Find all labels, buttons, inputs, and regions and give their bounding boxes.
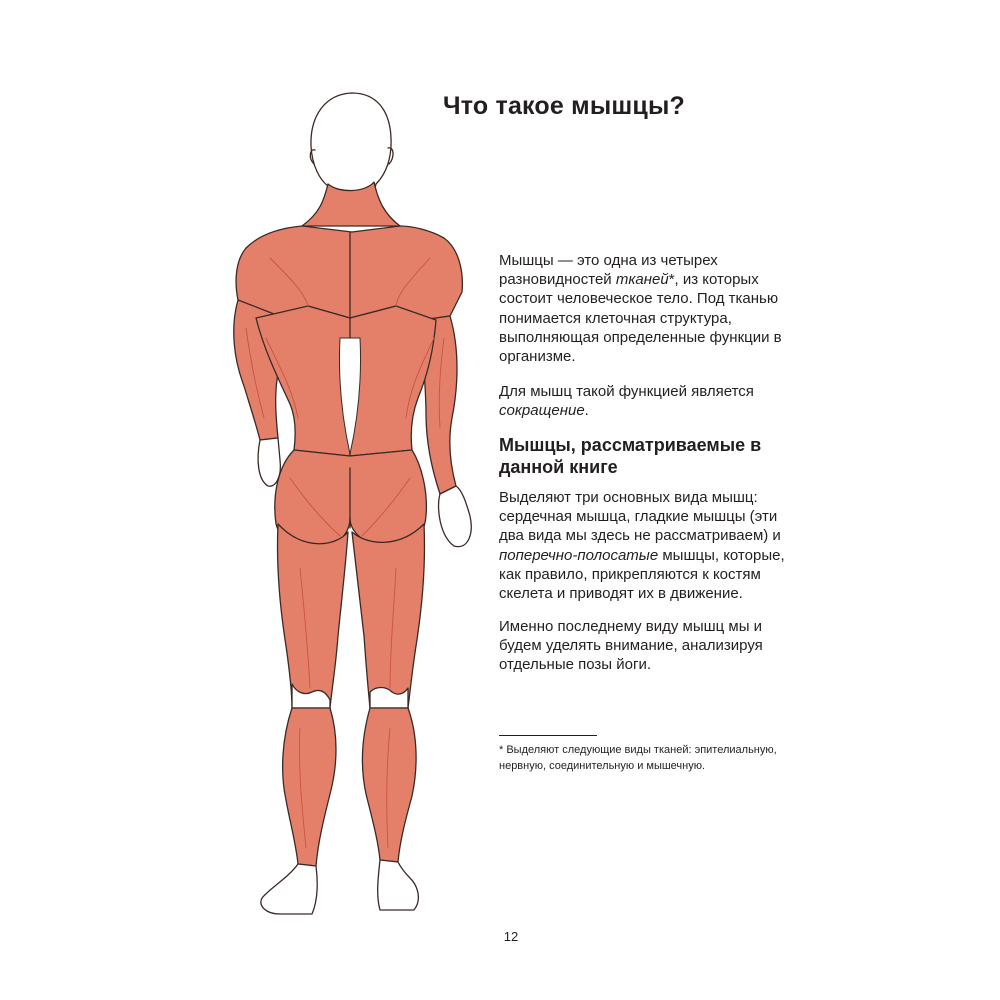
function-emphasis: сокращение xyxy=(499,402,585,420)
footnote: * Выделяют следующие виды тканей: эпителиальную, нервную, соединительную и мышечную. xyxy=(499,744,777,772)
function-text: Для мышц такой функцией является xyxy=(499,383,754,400)
types-emphasis: поперечно-полосатые xyxy=(499,546,659,564)
types-text-end: мышцы, которые, как правило, прикрепляются к костям скелета и приводят их в движение. xyxy=(499,546,785,603)
types-text: Выделяют три основных вида мышц: сердечная мышца, гладкие мышцы (эти два вида мы здесь не рассматриваем) и xyxy=(499,489,781,545)
intro-text-end: *, из которых состоит человеческое тело. Под тканью понимается клеточная структура, выполняющая определенные функции в организме. xyxy=(499,271,782,366)
function-text-end: . xyxy=(584,402,589,420)
types-paragraph xyxy=(499,488,799,603)
muscle-figure-illustration xyxy=(200,88,500,928)
intro-text: Мышцы — это одна из четырех разновидностей xyxy=(499,252,718,289)
page-number: 12 xyxy=(503,929,519,944)
function-paragraph xyxy=(499,382,799,420)
footnote-divider xyxy=(499,735,597,736)
page-title: Что такое мышцы? xyxy=(443,92,686,120)
intro-emphasis: тканей xyxy=(615,271,669,289)
section-subtitle: Мышцы, рассматриваемые в данной книге xyxy=(499,435,762,477)
focus-paragraph: Именно последнему виду мышц мы и будем уделять внимание, анализируя отдельные позы йоги. xyxy=(499,618,763,674)
intro-paragraph xyxy=(499,251,799,366)
